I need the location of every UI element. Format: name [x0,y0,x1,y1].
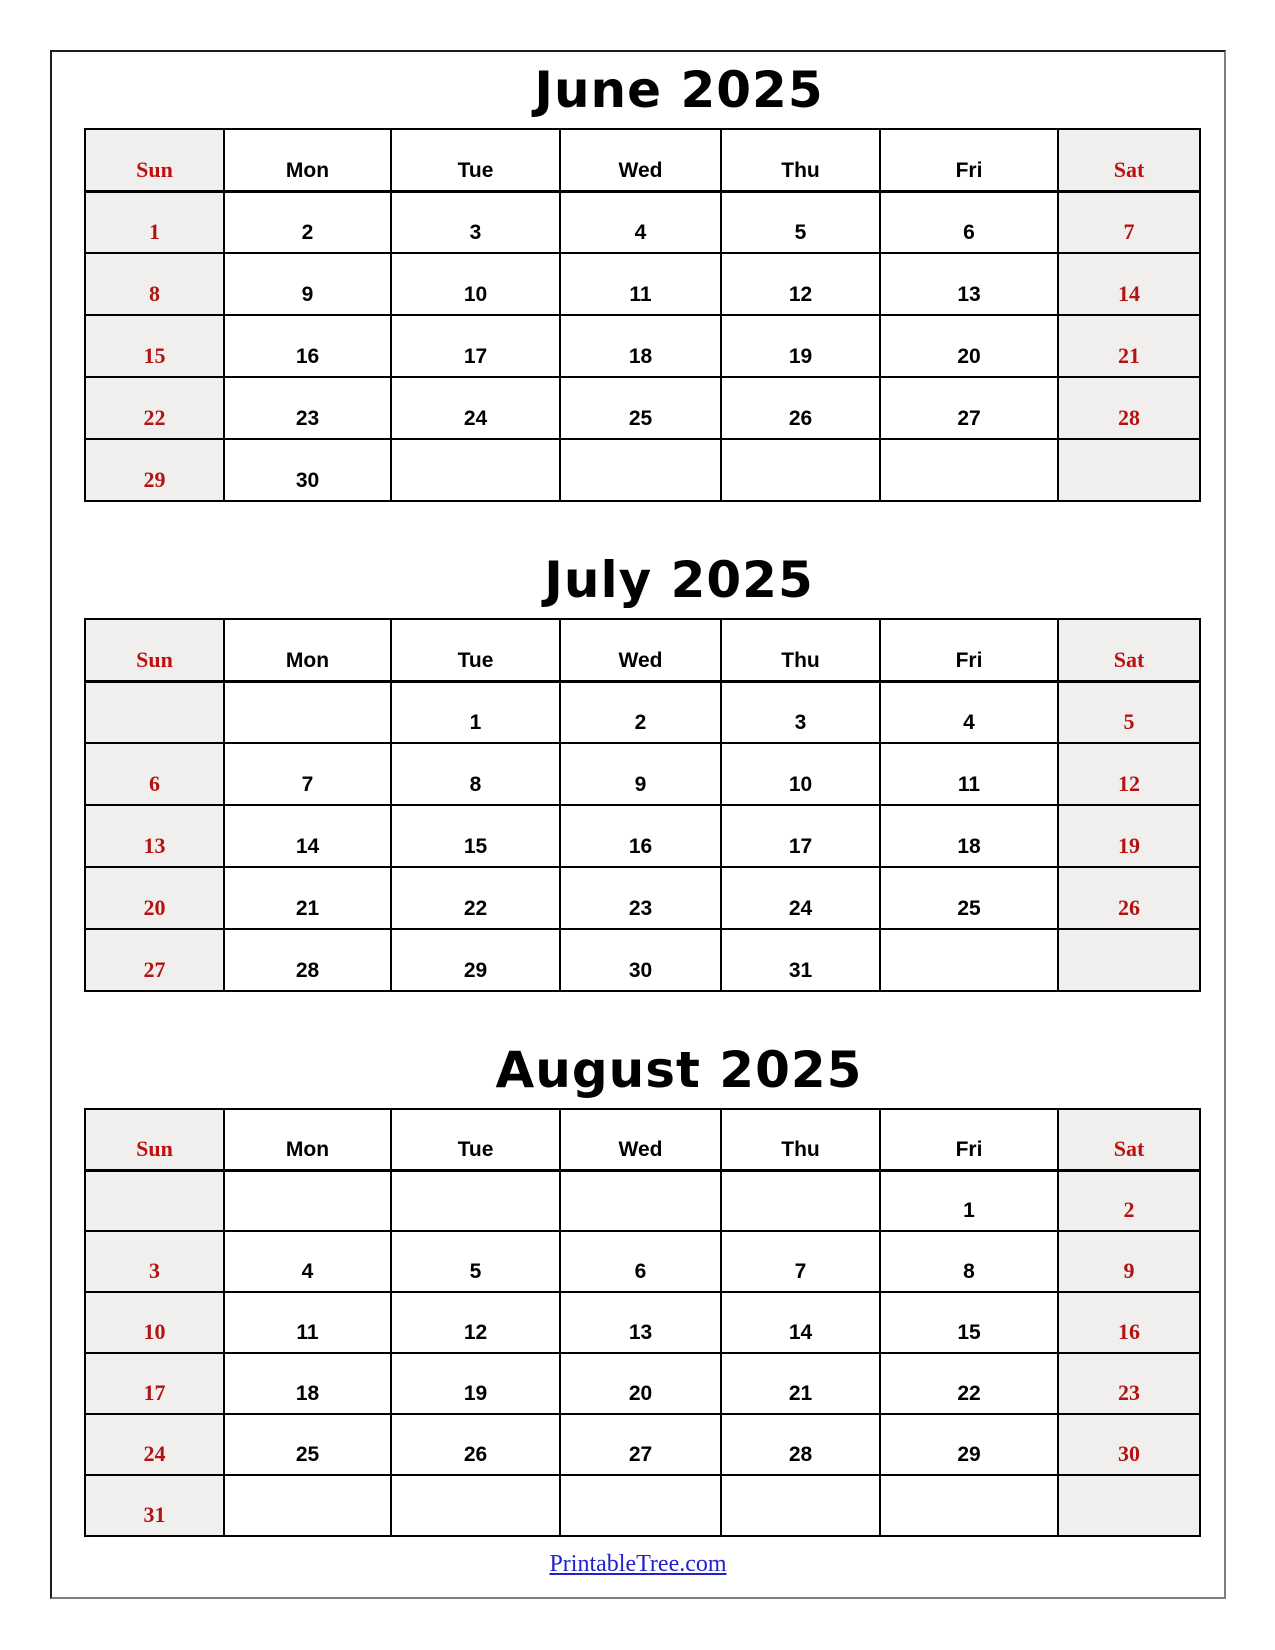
day-cell-june-30: 30 [224,439,391,501]
day-cell-empty [721,439,880,501]
footer [52,1551,1224,1578]
weekday-header-tue: Tue [391,129,560,191]
week-row [85,681,1200,743]
week-row [85,1353,1200,1414]
day-cell-empty [85,1170,224,1231]
day-cell-june-2: 2 [224,191,391,253]
day-cell-august-27: 27 [560,1414,721,1475]
week-row [85,377,1200,439]
week-row [85,439,1200,501]
day-cell-empty [880,439,1058,501]
day-cell-august-24: 24 [85,1414,224,1475]
week-row [85,315,1200,377]
day-cell-june-27: 27 [880,377,1058,439]
week-row [85,1292,1200,1353]
day-cell-empty [224,681,391,743]
day-cell-june-13: 13 [880,253,1058,315]
day-cell-june-15: 15 [85,315,224,377]
weekday-header-wed: Wed [560,619,721,681]
calendar-table-july [84,618,1201,992]
day-cell-august-6: 6 [560,1231,721,1292]
day-cell-june-10: 10 [391,253,560,315]
day-cell-august-5: 5 [391,1231,560,1292]
day-cell-july-14: 14 [224,805,391,867]
calendar-table-august [84,1108,1201,1537]
day-cell-august-26: 26 [391,1414,560,1475]
day-cell-empty [721,1475,880,1536]
weekday-header-row [85,1109,1200,1170]
day-cell-empty [560,439,721,501]
day-cell-august-16: 16 [1058,1292,1200,1353]
day-cell-empty [85,681,224,743]
day-cell-june-17: 17 [391,315,560,377]
day-cell-june-20: 20 [880,315,1058,377]
day-cell-empty [391,1475,560,1536]
day-cell-june-9: 9 [224,253,391,315]
day-cell-empty [391,1170,560,1231]
day-cell-august-3: 3 [85,1231,224,1292]
day-cell-august-1: 1 [880,1170,1058,1231]
month-section-july [52,548,1224,992]
month-title-july: July 2025 [544,551,814,609]
month-title-august: August 2025 [495,1041,863,1099]
day-cell-june-12: 12 [721,253,880,315]
weekday-header-sat: Sat [1058,129,1200,191]
day-cell-empty [1058,1475,1200,1536]
day-cell-june-23: 23 [224,377,391,439]
day-cell-empty [880,929,1058,991]
day-cell-empty [224,1475,391,1536]
day-cell-july-17: 17 [721,805,880,867]
weekday-header-mon: Mon [224,1109,391,1170]
day-cell-june-8: 8 [85,253,224,315]
day-cell-june-19: 19 [721,315,880,377]
day-cell-july-10: 10 [721,743,880,805]
day-cell-august-19: 19 [391,1353,560,1414]
day-cell-june-5: 5 [721,191,880,253]
day-cell-june-6: 6 [880,191,1058,253]
weekday-header-wed: Wed [560,129,721,191]
week-row [85,1231,1200,1292]
day-cell-august-2: 2 [1058,1170,1200,1231]
day-cell-august-14: 14 [721,1292,880,1353]
day-cell-august-17: 17 [85,1353,224,1414]
day-cell-empty [560,1475,721,1536]
day-cell-june-14: 14 [1058,253,1200,315]
day-cell-june-21: 21 [1058,315,1200,377]
day-cell-june-11: 11 [560,253,721,315]
day-cell-july-7: 7 [224,743,391,805]
day-cell-june-25: 25 [560,377,721,439]
weekday-header-fri: Fri [880,1109,1058,1170]
day-cell-august-28: 28 [721,1414,880,1475]
month-title-june: June 2025 [534,61,824,119]
weekday-header-mon: Mon [224,619,391,681]
day-cell-june-1: 1 [85,191,224,253]
weekday-header-sun: Sun [85,129,224,191]
day-cell-july-19: 19 [1058,805,1200,867]
day-cell-july-27: 27 [85,929,224,991]
day-cell-august-11: 11 [224,1292,391,1353]
week-row [85,191,1200,253]
day-cell-august-29: 29 [880,1414,1058,1475]
week-row [85,743,1200,805]
day-cell-august-25: 25 [224,1414,391,1475]
day-cell-august-30: 30 [1058,1414,1200,1475]
week-row [85,1170,1200,1231]
day-cell-empty [880,1475,1058,1536]
day-cell-august-12: 12 [391,1292,560,1353]
day-cell-empty [560,1170,721,1231]
day-cell-empty [721,1170,880,1231]
day-cell-july-8: 8 [391,743,560,805]
day-cell-july-26: 26 [1058,867,1200,929]
day-cell-july-2: 2 [560,681,721,743]
day-cell-august-21: 21 [721,1353,880,1414]
day-cell-empty [1058,929,1200,991]
weekday-header-row [85,619,1200,681]
weekday-header-thu: Thu [721,1109,880,1170]
day-cell-june-3: 3 [391,191,560,253]
day-cell-july-6: 6 [85,743,224,805]
day-cell-august-9: 9 [1058,1231,1200,1292]
weekday-header-row [85,129,1200,191]
calendar-table-june [84,128,1201,502]
day-cell-july-4: 4 [880,681,1058,743]
day-cell-july-11: 11 [880,743,1058,805]
weekday-header-wed: Wed [560,1109,721,1170]
day-cell-empty [1058,439,1200,501]
day-cell-july-5: 5 [1058,681,1200,743]
day-cell-june-7: 7 [1058,191,1200,253]
week-row [85,1414,1200,1475]
day-cell-august-22: 22 [880,1353,1058,1414]
footer-link[interactable]: PrintableTree.com [549,1551,727,1577]
week-row [85,1475,1200,1536]
week-row [85,929,1200,991]
day-cell-june-16: 16 [224,315,391,377]
weekday-header-mon: Mon [224,129,391,191]
day-cell-july-12: 12 [1058,743,1200,805]
day-cell-july-3: 3 [721,681,880,743]
day-cell-july-25: 25 [880,867,1058,929]
month-section-august [52,1038,1224,1537]
weekday-header-thu: Thu [721,129,880,191]
day-cell-june-29: 29 [85,439,224,501]
day-cell-june-26: 26 [721,377,880,439]
weekday-header-fri: Fri [880,619,1058,681]
day-cell-july-1: 1 [391,681,560,743]
day-cell-july-20: 20 [85,867,224,929]
day-cell-august-23: 23 [1058,1353,1200,1414]
page-border-frame [50,50,1226,1599]
weekday-header-thu: Thu [721,619,880,681]
day-cell-empty [224,1170,391,1231]
day-cell-empty [391,439,560,501]
week-row [85,253,1200,315]
day-cell-june-4: 4 [560,191,721,253]
day-cell-august-18: 18 [224,1353,391,1414]
day-cell-august-31: 31 [85,1475,224,1536]
weekday-header-fri: Fri [880,129,1058,191]
day-cell-august-20: 20 [560,1353,721,1414]
day-cell-june-22: 22 [85,377,224,439]
week-row [85,805,1200,867]
day-cell-august-4: 4 [224,1231,391,1292]
day-cell-august-13: 13 [560,1292,721,1353]
day-cell-july-30: 30 [560,929,721,991]
day-cell-july-22: 22 [391,867,560,929]
day-cell-july-31: 31 [721,929,880,991]
day-cell-july-21: 21 [224,867,391,929]
day-cell-june-24: 24 [391,377,560,439]
month-section-june [52,58,1224,502]
day-cell-august-8: 8 [880,1231,1058,1292]
day-cell-july-24: 24 [721,867,880,929]
day-cell-august-15: 15 [880,1292,1058,1353]
day-cell-july-23: 23 [560,867,721,929]
weekday-header-sun: Sun [85,619,224,681]
day-cell-august-7: 7 [721,1231,880,1292]
day-cell-july-13: 13 [85,805,224,867]
day-cell-july-18: 18 [880,805,1058,867]
weekday-header-sun: Sun [85,1109,224,1170]
day-cell-july-9: 9 [560,743,721,805]
weekday-header-tue: Tue [391,1109,560,1170]
day-cell-june-18: 18 [560,315,721,377]
day-cell-june-28: 28 [1058,377,1200,439]
week-row [85,867,1200,929]
weekday-header-tue: Tue [391,619,560,681]
day-cell-july-29: 29 [391,929,560,991]
weekday-header-sat: Sat [1058,619,1200,681]
day-cell-august-10: 10 [85,1292,224,1353]
day-cell-july-28: 28 [224,929,391,991]
day-cell-july-15: 15 [391,805,560,867]
day-cell-july-16: 16 [560,805,721,867]
weekday-header-sat: Sat [1058,1109,1200,1170]
